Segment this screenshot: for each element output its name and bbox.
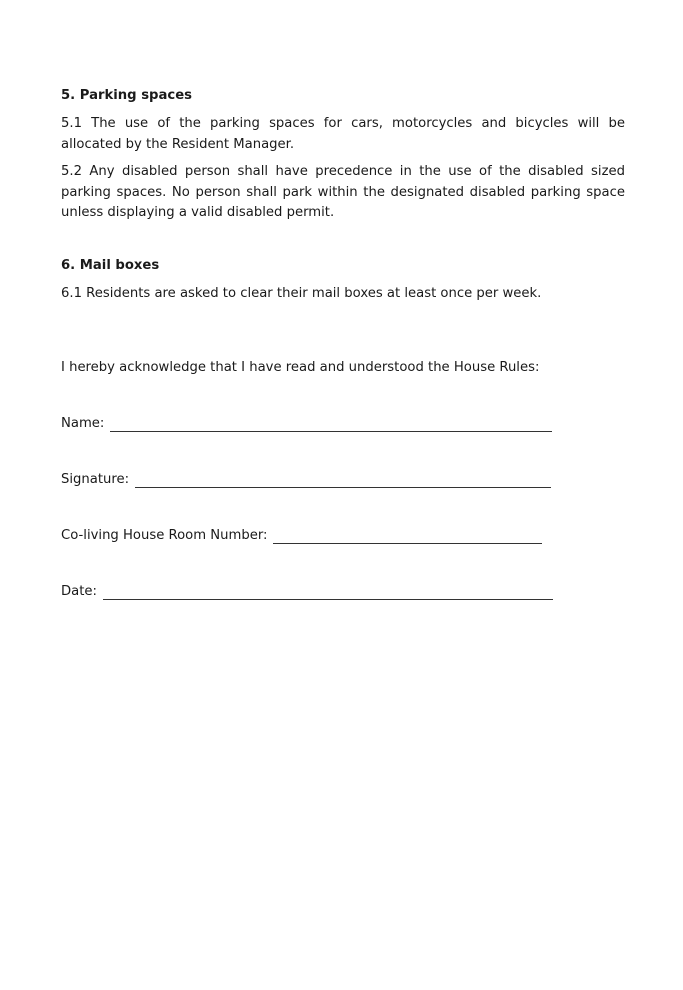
room-number-field [61,526,625,546]
section-heading: 5. Parking spaces [61,88,192,103]
clause-5-1: 5.1 The use of the parking spaces for cars, motorcycles and bicycles will be allocated by the Resident Manager. [61,116,625,152]
room-number-blank-line[interactable] [273,529,542,544]
signature-blank-line[interactable] [135,473,551,488]
date-label: Date: [61,584,97,599]
clause-5-2: 5.2 Any disabled person shall have precedence in the use of the disabled sized parking spaces. No person shall park within the designated disabled parking space unless displaying a valid disabled permit. [61,164,625,220]
section-parking-spaces [61,86,625,224]
name-field [61,414,625,434]
clause-6-1: 6.1 Residents are asked to clear their mail boxes at least once per week. [61,285,542,301]
date-field [61,582,625,602]
section-mail-boxes [61,256,625,305]
document-page [61,86,625,638]
name-label: Name: [61,416,105,431]
signature-field [61,470,625,490]
section-heading: 6. Mail boxes [61,257,160,273]
room-number-label: Co-living House Room Number: [61,528,268,543]
signature-label: Signature: [61,472,130,487]
date-blank-line[interactable] [103,585,553,600]
acknowledgement-statement: I hereby acknowledge that I have read and understood the House Rules: [61,360,540,375]
name-blank-line[interactable] [110,417,552,432]
